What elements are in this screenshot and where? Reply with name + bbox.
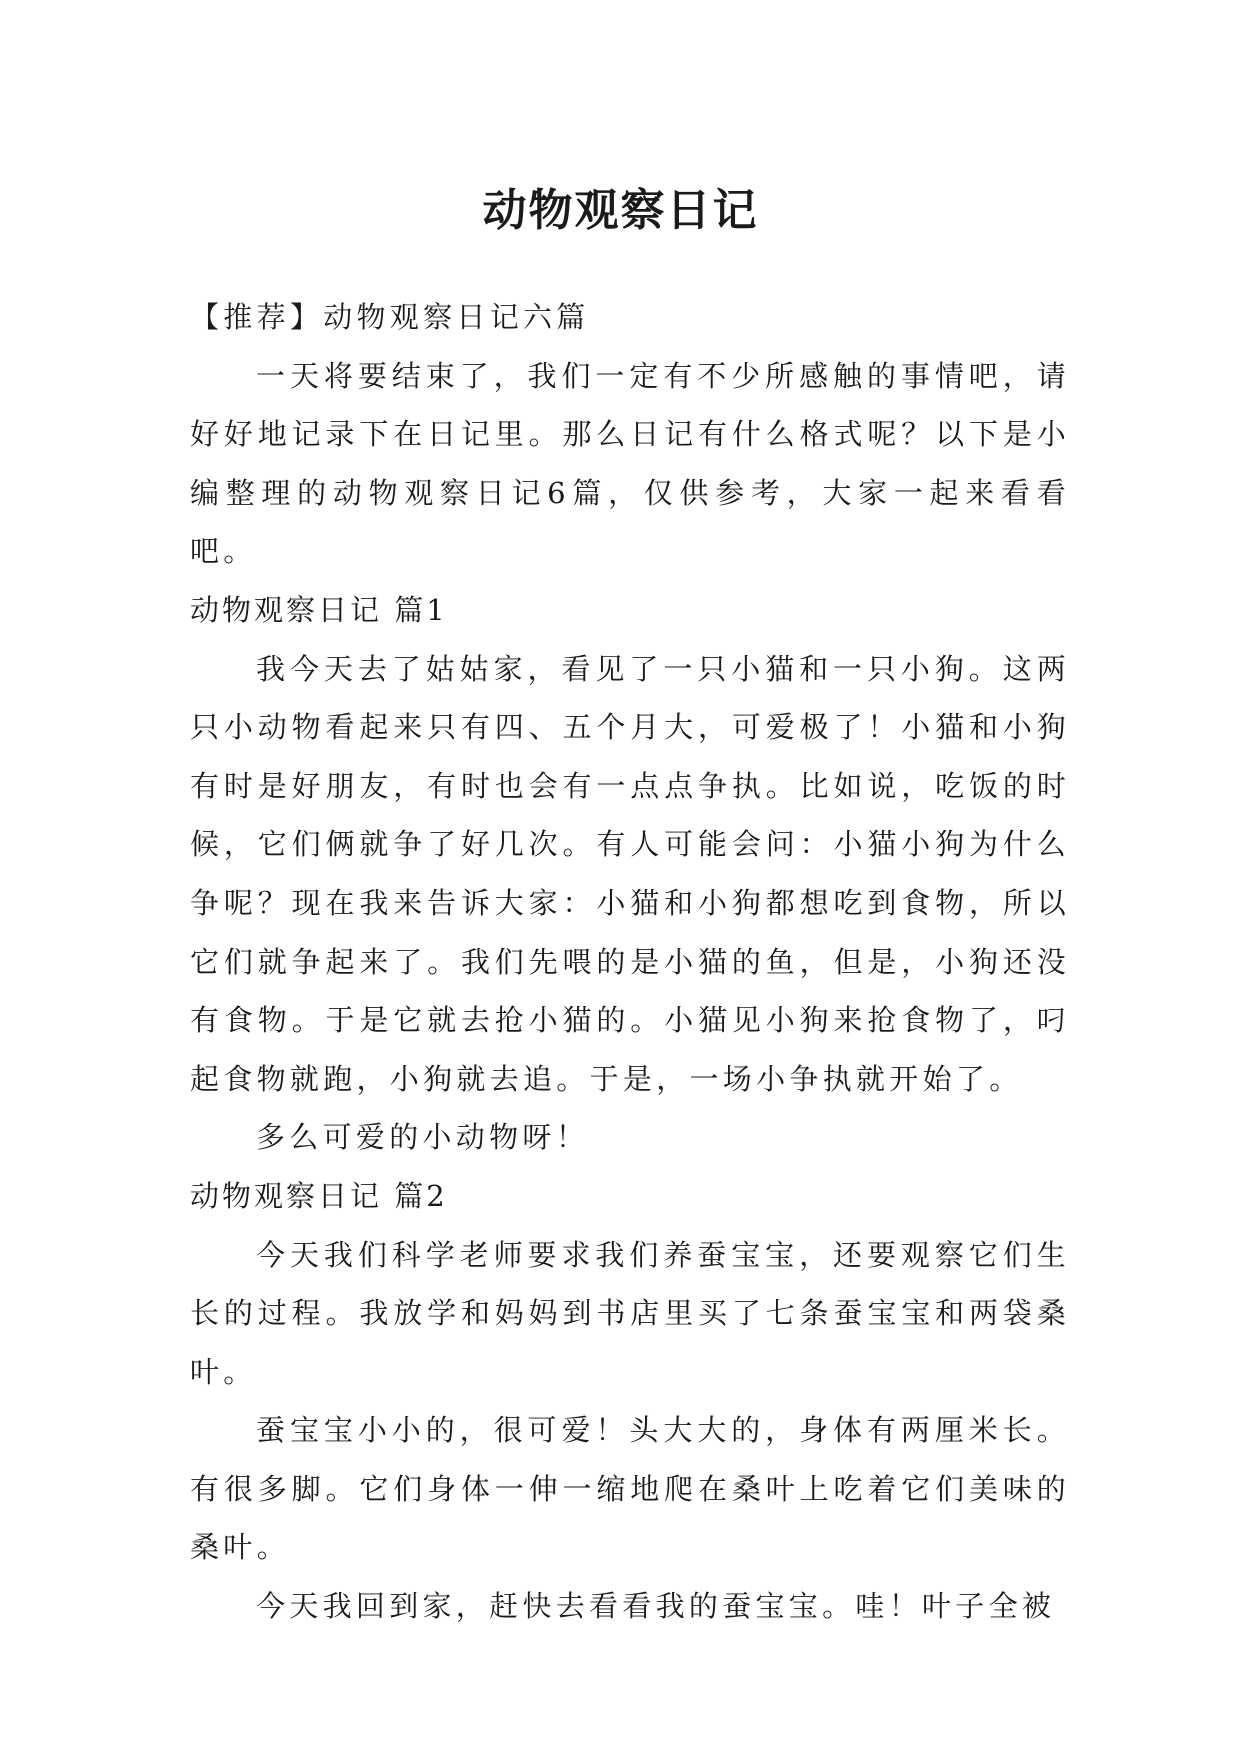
intro-paragraph: 一天将要结束了，我们一定有不少所感触的事情吧，请好好地记录下在日记里。那么日记有什么格式呢？以下是小编整理的动物观察日记6篇，仅供参考，大家一起来看看吧。: [190, 358, 1070, 569]
document-body: [190, 288, 1070, 1636]
paragraph: 多么可爱的小动物呀！: [256, 1120, 590, 1155]
page-title: 动物观察日记: [482, 185, 759, 237]
paragraph: 蚕宝宝小小的，很可爱！头大大的，身体有两厘米长。有很多脚。它们身体一伸一缩地爬在桑叶上吃着它们美味的桑叶。: [190, 1413, 1070, 1565]
section-heading-2: 动物观察日记 篇2: [190, 1178, 448, 1213]
paragraph: 今天我们科学老师要求我们养蚕宝宝，还要观察它们生长的过程。我放学和妈妈到书店里买了七条蚕宝宝和两袋桑叶。: [190, 1237, 1070, 1389]
paragraph: 今天我回到家，赶快去看看我的蚕宝宝。哇！叶子全被: [256, 1589, 1056, 1624]
section-heading-1: 动物观察日记 篇1: [190, 592, 448, 627]
paragraph: 我今天去了姑姑家，看见了一只小猫和一只小狗。这两只小动物看起来只有四、五个月大，可爱极了！小猫和小狗有时是好朋友，有时也会有一点点争执。比如说，吃饭的时候，它们俩就争了好几次。有人可能会问：小猫小狗为什么争呢？现在我来告诉大家：小猫和小狗都想吃到食物，所以它们就争起来了。我们先喂的是小猫的鱼，但是，小狗还没有食物。于是它就去抢小猫的。小猫见小狗来抢食物了，叼起食物就跑，小狗就去追。于是，一场小争执就开始了。: [190, 651, 1070, 1096]
recommendation-line: 【推荐】动物观察日记六篇: [190, 300, 590, 334]
